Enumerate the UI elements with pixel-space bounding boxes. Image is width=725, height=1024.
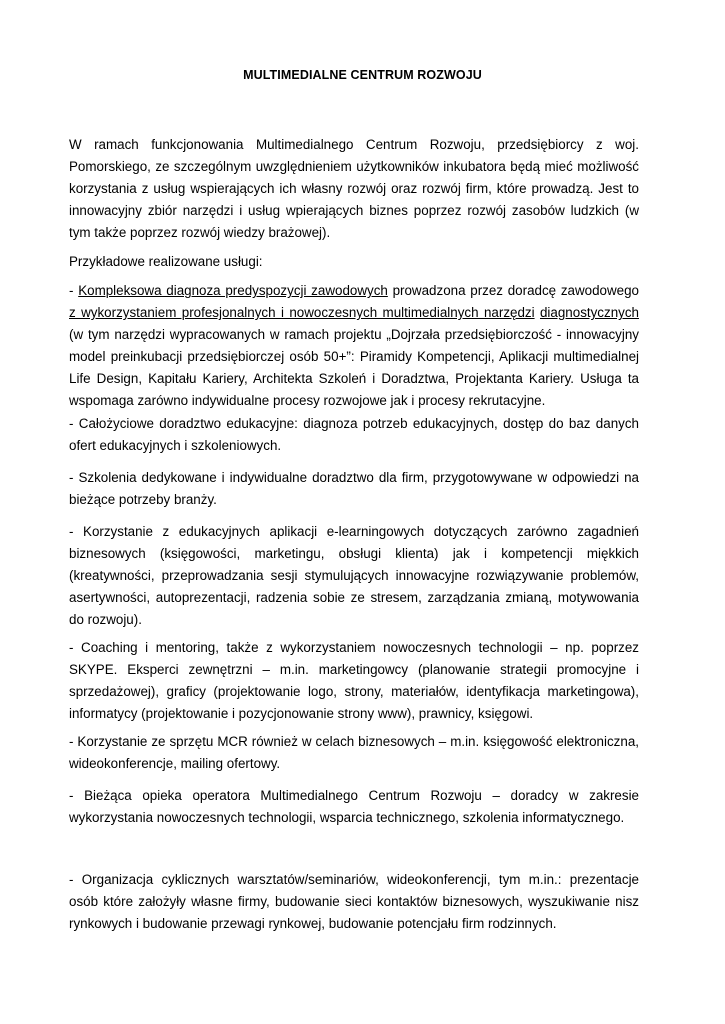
service-diagnosis-diagnostic: diagnostycznych: [539, 305, 639, 320]
service-item-workshops: - Organizacja cyklicznych warsztatów/seminariów, wideokonferencji, tym m.in.: prezentacje osób które założyły własne firmy, budowanie sieci kontaktów biznesowych, wyszukiwanie nisz rynkowych i budowanie przewagi rynkowej, budowanie potencjału firm rodzinnych.: [69, 872, 639, 931]
service-item-diagnosis: [69, 280, 639, 412]
service-diagnosis-text-2: (w tym narzędzi wypracowanych w ramach projektu „Dojrzała przedsiębiorczość - innowacyjny model preinkubacji przedsiębiorczej osób 50+”: Piramidy Kompetencji, Aplikacji multimedialnej Life Design, Kapitału Kariery, Architekta Szkoleń i Doradztwa, Projektanta Kariery. Usługa ta wspomaga zarówno indywidualne procesy rozwojowe jak i procesy rekrutacyjne.: [69, 327, 639, 408]
service-item-equipment: - Korzystanie ze sprzętu MCR również w celach biznesowych – m.in. księgowość elektroniczna, wideokonferencje, mailing ofertowy.: [69, 734, 639, 771]
service-item-education: - Całożyciowe doradztwo edukacyjne: diagnoza potrzeb edukacyjnych, dostęp do baz danych ofert edukacyjnych i szkoleniowych.: [69, 416, 639, 453]
service-diagnosis-tools: z wykorzystaniem profesjonalnych i nowoczesnych multimedialnych narzędzi: [69, 305, 535, 320]
service-item-operator: - Bieżąca opieka operatora Multimedialnego Centrum Rozwoju – doradcy w zakresie wykorzystania nowoczesnych technologii, wsparcia technicznego, szkolenia informatycznego.: [69, 788, 639, 825]
service-item-coaching: - Coaching i mentoring, także z wykorzystaniem nowoczesnych technologii – np. poprzez SKYPE. Eksperci zewnętrzni – m.in. marketingowcy (planowanie strategii promocyjne i sprzedażowej), graficy (projektowanie logo, strony, materiałów, identyfikacja marketingowa), informatycy (projektowanie i pozycjonowanie strony www), prawnicy, księgowi.: [69, 640, 639, 721]
service-item-prefix: -: [69, 283, 79, 298]
service-item-elearning: - Korzystanie z edukacyjnych aplikacji e-learningowych dotyczących zarówno zagadnień biznesowych (księgowości, marketingu, obsługi klienta) jak i kompetencji miękkich (kreatywności, przeprowadzania sesji stymulujących innowacyjne rozwiązywanie problemów, asertywności, autoprezentacji, radzenia sobie ze stresem, zarządzania zmianą, motywowania do rozwoju).: [69, 524, 639, 627]
intro-paragraph: W ramach funkcjonowania Multimedialnego Centrum Rozwoju, przedsiębiorcy z woj. Pomorskiego, ze szczególnym uwzględnieniem użytkowników inkubatora będą mieć możliwość korzystania z usług wspierających ich własny rozwój oraz rozwój firm, które prowadzą. Jest to innowacyjny zbiór narzędzi i usług wpierających biznes poprzez rozwój zasobów ludzkich (w tym także poprzez rozwój wiedzy brażowej).: [69, 137, 639, 240]
service-item-trainings: - Szkolenia dedykowane i indywidualne doradztwo dla firm, przygotowywane w odpowiedzi na bieżące potrzeby branży.: [69, 470, 639, 507]
service-diagnosis-text-1: prowadzona przez doradcę zawodowego: [387, 283, 639, 298]
service-diagnosis-title: Kompleksowa diagnoza predyspozycji zawodowych: [78, 283, 388, 298]
document-title: MULTIMEDIALNE CENTRUM ROZWOJU: [243, 68, 482, 82]
services-heading: Przykładowe realizowane usługi:: [69, 254, 263, 269]
